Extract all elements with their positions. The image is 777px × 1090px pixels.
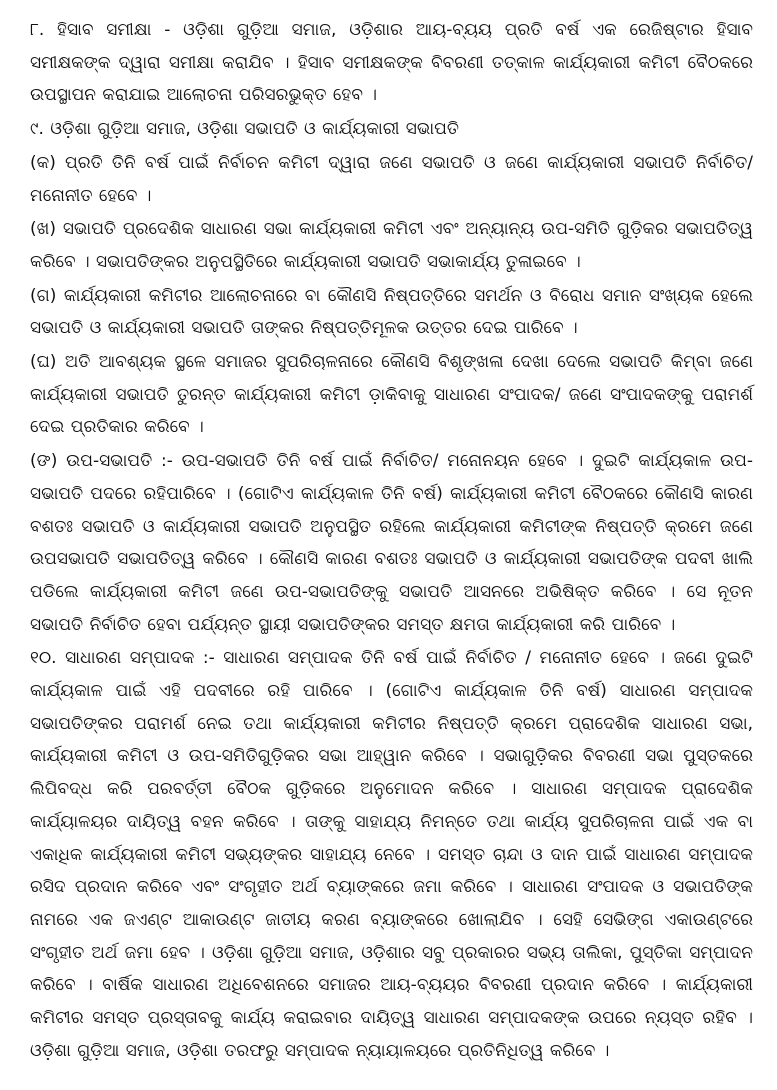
clause-nga-vice-president: (ଙ) ଉପ-ସଭାପତି :- ଉପ-ସଭାପତି ତିନି ବର୍ଷ ପାଇଁ ନିର୍ବାଚିତ/ ମନୋନୟନ ହେବେ । ଦୁଇଟି କାର୍ଯ୍ୟକାଳ ଉପ-ସଭାପତି ପଦରେ ରହିପାରିବେ । (ଗୋଟିଏ କାର୍ଯ୍ୟକାଳ ତିନି ବର୍ଷ) କାର୍ଯ୍ୟକାରୀ କମିଟୀ ବୈଠକରେ କୌଣସି କାରଣ ବଶତଃ ସଭାପତି ଓ କାର୍ଯ୍ୟକାରୀ ସଭାପତି ଅନୁପସ୍ଥିତ ରହିଲେ କାର୍ଯ୍ୟକାରୀ କମିଟୀଙ୍କ ନିଷ୍ପତ୍ତି କ୍ରମେ ଜଣେ ଉପସଭାପତି ସଭାପତିତ୍ୱ କରିବେ । କୌଣସି କାରଣ ବଶତଃ ସଭାପତି ଓ କାର୍ଯ୍ୟକାରୀ ସଭାପତିଙ୍କ ପଦବୀ ଖାଲି ପଡିଲେ କାର୍ଯ୍ୟକାରୀ କମିଟୀ ଜଣେ ଉପ-ସଭାପତିଙ୍କୁ ସଭାପତି ଆସନରେ ଅଭିଷିକ୍ତ କରିବେ । ସେ ନୂତନ ସଭାପତି ନିର୍ବାଚିତ ହେବା ପର୍ଯ୍ୟନ୍ତ ସ୍ଥାୟୀ ସଭାପତିଙ୍କର ସମସ୍ତ କ୍ଷମତା କାର୍ଯ୍ୟକାରୀ କରି ପାରିବେ ।: [30, 451, 753, 635]
clause-ka: (କ) ପ୍ରତି ତିନି ବର୍ଷ ପାଇଁ ନିର୍ବାଚନ କମିଟୀ ଦ୍ୱାରା ଜଣେ ସଭାପତି ଓ ଜଣେ କାର୍ଯ୍ୟକାରୀ ସଭାପତି ନିର୍ବାଚିତ/ ମନୋନୀତ ହେବେ ।: [30, 152, 753, 206]
section-10-general-secretary: ୧୦. ସାଧାରଣ ସମ୍ପାଦକ :- ସାଧାରଣ ସମ୍ପାଦକ ତିନି ବର୍ଷ ପାଇଁ ନିର୍ବାଚିତ / ମନୋନୀତ ହେବେ । ଜଣେ ଦୁଇଟି କାର୍ଯ୍ୟକାଳ ପାଇଁ ଏହି ପଦବୀରେ ରହି ପାରିବେ । (ଗୋଟିଏ କାର୍ଯ୍ୟକାଳ ତିନି ବର୍ଷ) ସାଧାରଣ ସମ୍ପାଦକ ସଭାପତିଙ୍କର ପରାମର୍ଶ ନେଇ ତଥା କାର୍ଯ୍ୟକାରୀ କମିଟୀର ନିଷ୍ପତ୍ତି କ୍ରମେ ପ୍ରାଦେଶିକ ସାଧାରଣ ସଭା, କାର୍ଯ୍ୟକାରୀ କମିଟୀ ଓ ଉପ-ସମିତିଗୁଡ଼ିକର ସଭା ଆହ୍ୱାନ କରିବେ । ସଭାଗୁଡ଼ିକର ବିବରଣୀ ସଭା ପୁସ୍ତକରେ ଲିପିବଦ୍ଧ କରି ପରବର୍ତ୍ତୀ ବୈଠକ ଗୁଡ଼ିକରେ ଅନୁମୋଦନ କରିବେ । ସାଧାରଣ ସମ୍ପାଦକ ପ୍ରାଦେଶିକ କାର୍ଯ୍ୟାଳୟର ଦାୟିତ୍ୱ ବହନ କରିବେ । ତାଙ୍କୁ ସାହାଯ୍ୟ ନିମନ୍ତେ ତଥା କାର୍ଯ୍ୟ ସୁପରିଚାଳନା ପାଇଁ ଏକ ବା ଏକାଧିକ କାର୍ଯ୍ୟକାରୀ କମିଟୀ ସଭ୍ୟଙ୍କର ସାହାଯ୍ୟ ନେବେ । ସମସ୍ତ ଚାନ୍ଦା ଓ ଦାନ ପାଇଁ ସାଧାରଣ ସମ୍ପାଦକ ରସିଦ ପ୍ରଦାନ କରିବେ ଏବଂ ସଂଗୃହୀତ ଅର୍ଥ ବ୍ୟାଙ୍କରେ ଜମା କରିବେ । ସାଧାରଣ ସଂପାଦକ ଓ ସଭାପତିଙ୍କ ନାମରେ ଏକ ଜଏଣ୍ଟ ଆକାଉଣ୍ଟ ଜାତୀୟ କରଣ ବ୍ୟାଙ୍କରେ ଖୋଲାଯିବ । ସେହି ସେଭିଙ୍ଗ ଏକାଉଣ୍ଟରେ ସଂଗୃହୀତ ଅର୍ଥ ଜମା ହେବ । ଓଡ଼ିଶା ଗୁଡ଼ିଆ ସମାଜ, ଓଡ଼ିଶାର ସବୁ ପ୍ରକାରର ସଭ୍ୟ ତାଲିକା, ପୁସ୍ତିକା ସମ୍ପାଦନ କରିବେ । ବାର୍ଷିକ ସାଧାରଣ ଅଧିବେଶନରେ ସମାଜର ଆୟ-ବ୍ୟୟର ବିବରଣୀ ପ୍ରଦାନ କରିବେ । କାର୍ଯ୍ୟକାରୀ କମିଟୀର ସମସ୍ତ ପ୍ରସ୍ତାବକୁ କାର୍ଯ୍ୟ କରାଇବାର ଦାୟିତ୍ୱ ସାଧାରଣ ସମ୍ପାଦକଙ୍କ ଉପରେ ନ୍ୟସ୍ତ ରହିବ । ଓଡ଼ିଶା ଗୁଡ଼ିଆ ସମାଜ, ଓଡ଼ିଶା ତରଫରୁ ସମ୍ପାଦକ ନ୍ୟାୟାଳୟରେ ପ୍ରତିନିଧିତ୍ୱ କରିବେ ।: [30, 648, 753, 1061]
clause-gha: (ଘ) ଅତି ଆବଶ୍ୟକ ସ୍ଥଳେ ସମାଜର ସୁପରିଚାଳନାରେ କୌଣସି ବିଶୃଙ୍ଖଳା ଦେଖା ଦେଲେ ସଭାପତି କିମ୍ବା ଜଣେ କାର୍ଯ୍ୟକାରୀ ସଭାପତି ତୁରନ୍ତ କାର୍ଯ୍ୟକାରୀ କମିଟୀ ଡ଼ାକିବାକୁ ସାଧାରଣ ସଂପାଦକ/ ଜଣେ ସଂପାଦକଙ୍କୁ ପରାମର୍ଶ ଦେଇ ପ୍ରତିକାର କରିବେ ।: [30, 352, 753, 438]
clause-ga: (ଗ) କାର୍ଯ୍ୟକାରୀ କମିଟୀର ଆଲୋଚନାରେ ବା କୌଣସି ନିଷ୍ପତ୍ତିରେ ସମର୍ଥନ ଓ ବିରୋଧ ସମାନ ସଂଖ୍ୟକ ହେଲେ ସଭାପତି ଓ କାର୍ଯ୍ୟକାରୀ ସଭାପତି ତାଙ୍କର ନିଷ୍ପତ୍ତିମୂଳକ ଉତ୍ତର ଦେଇ ପାରିବେ ।: [30, 285, 753, 339]
section-9-heading: ୯. ଓଡ଼ିଶା ଗୁଡ଼ିଆ ସମାଜ, ଓଡ଼ିଶା ସଭାପତି ଓ କାର୍ଯ୍ୟକାରୀ ସଭାପତି: [30, 119, 459, 140]
section-8-audit: ୮. ହିସାବ ସମୀକ୍ଷା - ଓଡ଼ିଶା ଗୁଡ଼ିଆ ସମାଜ, ଓଡ଼ିଶାର ଆୟ-ବ୍ୟୟ ପ୍ରତି ବର୍ଷ ଏକ ରେଜିଷ୍ଟାର ହିସାବ ସମୀକ୍ଷକଙ୍କ ଦ୍ୱାରା ସମୀକ୍ଷା କରାଯିବ । ହିସାବ ସମୀକ୍ଷକଙ୍କ ବିବରଣୀ ତତ୍କାଳ କାର୍ଯ୍ୟକାରୀ କମିଟୀ ବୈଠକରେ ଉପସ୍ଥାପନ କରାଯାଇ ଆଲୋଚନା ପରିସରଭୁକ୍ତ ହେବ ।: [30, 20, 753, 106]
clause-kha: (ଖ) ସଭାପତି ପ୍ରଦେଶିକ ସାଧାରଣ ସଭା କାର୍ଯ୍ୟକାରୀ କମିଟୀ ଏବଂ ଅନ୍ୟାନ୍ୟ ଉପ-ସମିତି ଗୁଡ଼ିକର ସଭାପତିତ୍ୱ କରିବେ । ସଭାପତିଙ୍କର ଅନୁପସ୍ଥିତିରେ କାର୍ଯ୍ୟକାରୀ ସଭାପତି ସଭାକାର୍ଯ୍ୟ ତୁଳାଇବେ ।: [30, 219, 753, 272]
